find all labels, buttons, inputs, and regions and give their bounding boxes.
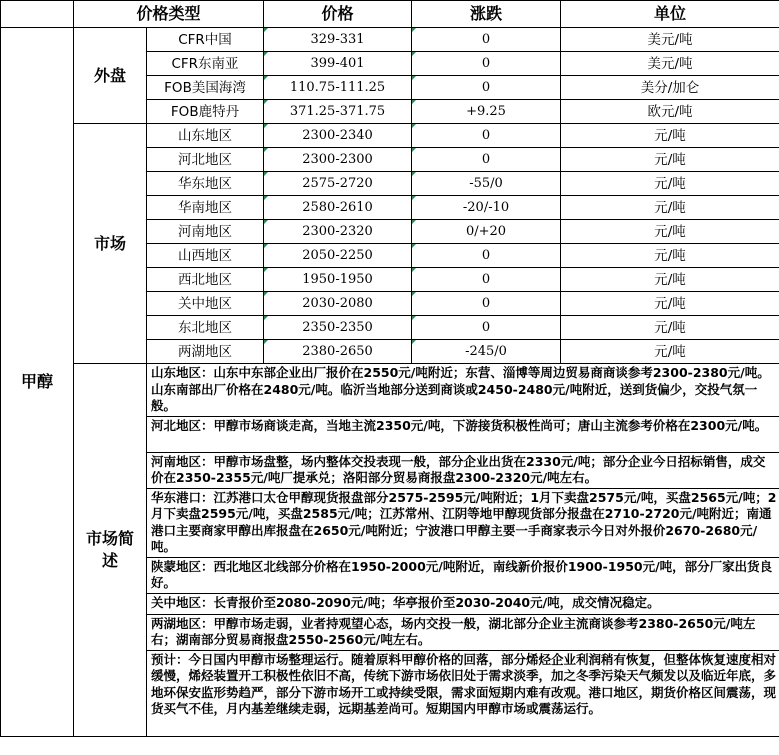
row-change: 0 — [412, 28, 561, 52]
note-row — [1, 364, 779, 417]
row-change: 0 — [412, 244, 561, 268]
row-price: 2300-2340 — [264, 124, 412, 148]
note-shaanxi-mongolia: 陕蒙地区：西北地区北线部分价格在1950-2000元/吨附近，南线新价报价1900-1950元/吨，部分厂家出货良好。 — [147, 557, 779, 593]
row-change: -55/0 — [412, 172, 561, 196]
row-unit: 元/吨 — [561, 172, 779, 196]
row-price: 2580-2610 — [264, 196, 412, 220]
row-name: CFR东南亚 — [147, 52, 264, 76]
row-change: 0 — [412, 52, 561, 76]
row-price: 1950-1950 — [264, 268, 412, 292]
row-name: FOB美国海湾 — [147, 76, 264, 100]
row-change: 0 — [412, 292, 561, 316]
row-unit: 美分/加仑 — [561, 76, 779, 100]
row-name: FOB鹿特丹 — [147, 100, 264, 124]
row-price: 2050-2250 — [264, 244, 412, 268]
row-unit: 元/吨 — [561, 316, 779, 340]
row-price: 399-401 — [264, 52, 412, 76]
header-change: 涨跌 — [412, 1, 561, 28]
row-name: 河北地区 — [147, 148, 264, 172]
row-price: 2350-2350 — [264, 316, 412, 340]
row-unit: 美元/吨 — [561, 52, 779, 76]
row-price: 371.25-371.75 — [264, 100, 412, 124]
note-hebei: 河北地区：甲醇市场商谈走高，当地主流2350元/吨，下游接货积极性尚可；唐山主流参考价格在2300元/吨。 — [147, 416, 779, 452]
note-guanzhong: 关中地区：长青报价至2080-2090元/吨；华亭报价至2030-2040元/吨，成交情况稳定。 — [147, 593, 779, 614]
header-row — [1, 1, 779, 28]
row-change: 0 — [412, 316, 561, 340]
row-change: -20/-10 — [412, 196, 561, 220]
row-name: 西北地区 — [147, 268, 264, 292]
row-price: 2030-2080 — [264, 292, 412, 316]
note-henan: 河南地区：甲醇市场盘整，场内整体交投表现一般，部分企业出货在2330元/吨；部分企业今日招标销售，成交价在2350-2355元/吨厂提承兑；洛阳部分贸易商报盘2300-2320元/吨左右。 — [147, 452, 779, 488]
header-price-type: 价格类型 — [74, 1, 264, 28]
group-foreign: 外盘 — [74, 28, 147, 124]
row-unit: 元/吨 — [561, 124, 779, 148]
group-market: 市场 — [74, 124, 147, 364]
group-summary — [74, 364, 147, 737]
note-shandong: 山东地区：山东中东部企业出厂报价在2550元/吨附近；东营、淄博等周边贸易商商谈参考2300-2380元/吨。山东南部出厂价格在2480元/吨。临沂当地部分送到商谈或2450-2480元/吨附近，送到货偏少，交投气氛一般。 — [147, 364, 779, 417]
row-price: 110.75-111.25 — [264, 76, 412, 100]
row-name: 两湖地区 — [147, 340, 264, 364]
row-change: 0 — [412, 124, 561, 148]
row-name: 山西地区 — [147, 244, 264, 268]
header-unit: 单位 — [561, 1, 779, 28]
row-price: 2300-2300 — [264, 148, 412, 172]
note-east-china-port: 华东港口：江苏港口太仓甲醇现货报盘部分2575-2595元/吨附近；1月下卖盘2575元/吨，买盘2565元/吨；2月下卖盘2595元/吨，买盘2585元/吨；江苏常州、江阴等地甲醇现货部分报盘在2710-2720元/吨附近；南通港口主要商家甲醇出库报盘在2650元/吨附近；宁波港口甲醇主要一手商家表示今日对外报价2670-2680元/吨。 — [147, 488, 779, 557]
row-name: CFR中国 — [147, 28, 264, 52]
row-change: -245/0 — [412, 340, 561, 364]
row-unit: 元/吨 — [561, 268, 779, 292]
row-change: 0 — [412, 76, 561, 100]
row-price: 2575-2720 — [264, 172, 412, 196]
row-price: 329-331 — [264, 28, 412, 52]
row-name: 河南地区 — [147, 220, 264, 244]
row-name: 华南地区 — [147, 196, 264, 220]
group-summary-label: 市场简述 — [86, 528, 135, 570]
note-forecast: 预计：今日国内甲醇市场整理运行。随着原料甲醇价格的回落，部分烯烃企业利润稍有恢复，但整体恢复速度相对缓慢，烯烃装置开工积极性依旧不高，传统下游市场依旧处于需求淡季，加之冬季污染天气频发以及临近年底，多地环保安监形势趋严，部分下游市场开工或持续受限，需求面短期内难有改观。港口地区，期货价格区间震荡，现货买气不佳，月内基差继续走弱，远期基差尚可。短期国内甲醇市场或震荡运行。 — [147, 650, 779, 736]
row-name: 关中地区 — [147, 292, 264, 316]
row-name: 东北地区 — [147, 316, 264, 340]
row-unit: 元/吨 — [561, 220, 779, 244]
table-row — [1, 124, 779, 148]
row-change: +9.25 — [412, 100, 561, 124]
row-unit: 元/吨 — [561, 244, 779, 268]
row-price: 2380-2650 — [264, 340, 412, 364]
header-blank-cell — [1, 1, 74, 28]
row-unit: 元/吨 — [561, 340, 779, 364]
row-price: 2300-2320 — [264, 220, 412, 244]
row-unit: 欧元/吨 — [561, 100, 779, 124]
row-name: 山东地区 — [147, 124, 264, 148]
note-lianghu: 两湖地区：甲醇市场走弱，业者持观望心态，场内交投一般，湖北部分企业主流商谈参考2380-2650元/吨左右；湖南部分贸易商报盘2550-2560元/吨左右。 — [147, 614, 779, 650]
table-row — [1, 28, 779, 52]
row-name: 华东地区 — [147, 172, 264, 196]
row-change: 0 — [412, 148, 561, 172]
row-unit: 元/吨 — [561, 292, 779, 316]
row-unit: 元/吨 — [561, 196, 779, 220]
row-unit: 元/吨 — [561, 148, 779, 172]
row-unit: 美元/吨 — [561, 28, 779, 52]
row-change: 0/+20 — [412, 220, 561, 244]
row-change: 0 — [412, 268, 561, 292]
product-name: 甲醇 — [1, 28, 74, 737]
header-price: 价格 — [264, 1, 412, 28]
